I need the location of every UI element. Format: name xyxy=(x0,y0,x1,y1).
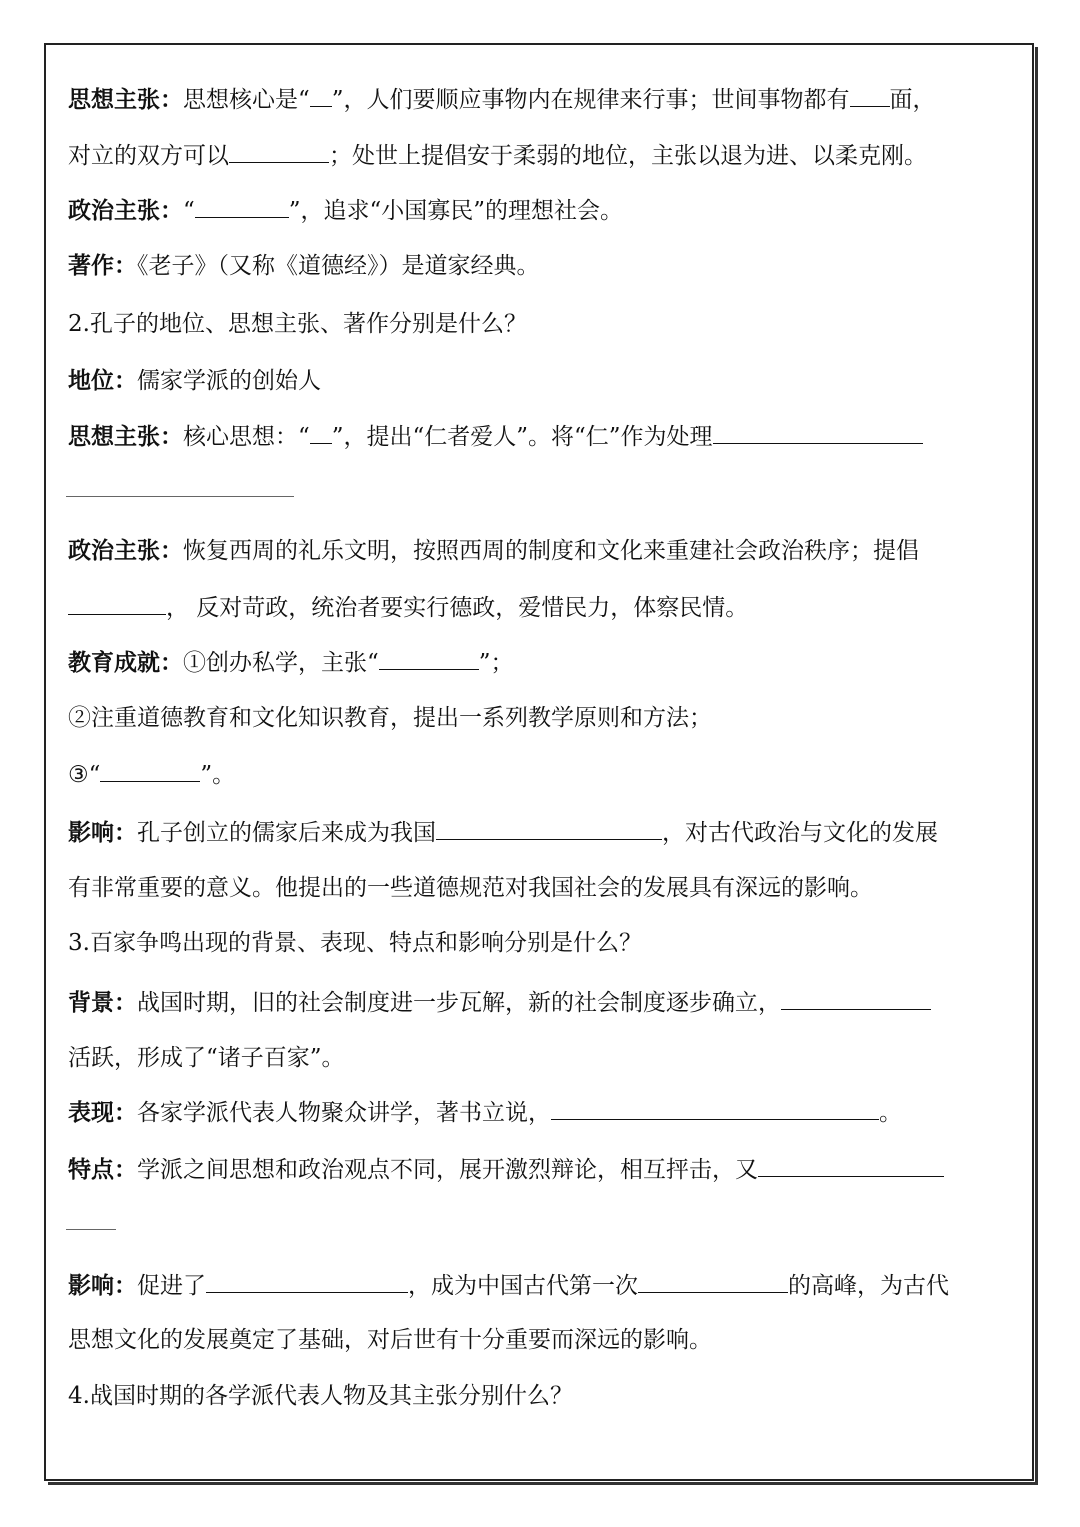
confucius-education-line-3: ③“ ”。 xyxy=(68,759,235,790)
confucius-education-line-2: ②注重道德教育和文化知识教育，提出一系列教学原则和方法； xyxy=(68,705,712,731)
impact-label: 影响： xyxy=(68,1272,137,1299)
politics-label: 政治主张： xyxy=(68,197,183,224)
q3-impact-line-1: 影响：促进了 ，成为中国古代第一次 的高峰，为古代 xyxy=(68,1272,949,1299)
blank-field[interactable] xyxy=(206,1270,408,1293)
blank-field[interactable] xyxy=(195,195,289,218)
feature-line: 特点：学派之间思想和政治观点不同，展开激烈辩论，相互抨击，又 xyxy=(68,1154,944,1185)
blank-field[interactable] xyxy=(638,1270,788,1293)
thought-label: 思想主张： xyxy=(68,423,183,450)
blank-field[interactable] xyxy=(100,759,200,782)
thought-label: 思想主张： xyxy=(68,86,183,113)
question-3: 3.百家争鸣出现的背景、表现、特点和影响分别是什么？ xyxy=(68,930,642,956)
confucius-politics-line-2: ， 反对苛政，统治者要实行德政，爱惜民力，体察民情。 xyxy=(68,592,748,623)
works-label: 著作： xyxy=(68,252,137,279)
status-label: 地位： xyxy=(68,367,137,394)
confucius-status-line: 地位：儒家学派的创始人 xyxy=(68,367,321,394)
blank-field[interactable] xyxy=(68,592,166,615)
confucius-thought-line: 思想主张：核心思想：“ ”，提出“仁者爱人”。将“仁”作为处理 xyxy=(68,421,923,452)
confucius-impact-line-1: 影响：孔子创立的儒家后来成为我国 ，对古代政治与文化的发展 xyxy=(68,819,938,846)
laozi-politics-line: 政治主张：“ ”，追求“小国寡民”的理想社会。 xyxy=(68,197,624,224)
laozi-thought-line-1: 思想主张：思想核心是“ ”，人们要顺应事物内在规律来行事；世间事物都有 面， xyxy=(68,86,936,113)
blank-field[interactable] xyxy=(436,817,662,840)
confucius-education-line-1: 教育成就：①创办私学，主张“ ”； xyxy=(68,649,514,676)
politics-label: 政治主张： xyxy=(68,537,183,564)
impact-label: 影响： xyxy=(68,819,137,846)
background-line-2: 活跃，形成了“诸子百家”。 xyxy=(68,1045,345,1071)
q3-impact-line-2: 思想文化的发展奠定了基础，对后世有十分重要而深远的影响。 xyxy=(68,1327,712,1353)
blank-field[interactable] xyxy=(850,84,890,107)
manifestation-label: 表现： xyxy=(68,1099,137,1126)
blank-field[interactable] xyxy=(551,1097,879,1120)
blank-field[interactable] xyxy=(781,987,931,1010)
blank-field[interactable] xyxy=(310,84,332,107)
answer-line[interactable] xyxy=(66,1229,116,1230)
background-label: 背景： xyxy=(68,989,137,1016)
blank-field[interactable] xyxy=(379,647,479,670)
confucius-politics-line-1: 政治主张：恢复西周的礼乐文明，按照西周的制度和文化来重建社会政治秩序；提倡 xyxy=(68,537,919,564)
blank-field[interactable] xyxy=(310,421,332,444)
question-2: 2.孔子的地位、思想主张、著作分别是什么？ xyxy=(68,311,527,337)
answer-line[interactable] xyxy=(66,496,294,497)
question-4: 4.战国时期的各学派代表人物及其主张分别什么？ xyxy=(68,1383,573,1409)
blank-field[interactable] xyxy=(713,421,923,444)
laozi-thought-line-2: 对立的双方可以 ；处世上提倡安于柔弱的地位，主张以退为进、以柔克刚。 xyxy=(68,140,927,171)
blank-field[interactable] xyxy=(229,140,329,163)
blank-field[interactable] xyxy=(758,1154,944,1177)
laozi-works-line: 著作：《老子》（又称《道德经》）是道家经典。 xyxy=(68,252,540,279)
confucius-impact-line-2: 有非常重要的意义。他提出的一些道德规范对我国社会的发展具有深远的影响。 xyxy=(68,875,873,901)
feature-label: 特点： xyxy=(68,1156,137,1183)
background-line-1: 背景：战国时期，旧的社会制度进一步瓦解，新的社会制度逐步确立， xyxy=(68,987,931,1018)
manifestation-line: 表现：各家学派代表人物聚众讲学，著书立说， 。 xyxy=(68,1099,902,1126)
education-label: 教育成就： xyxy=(68,649,183,676)
